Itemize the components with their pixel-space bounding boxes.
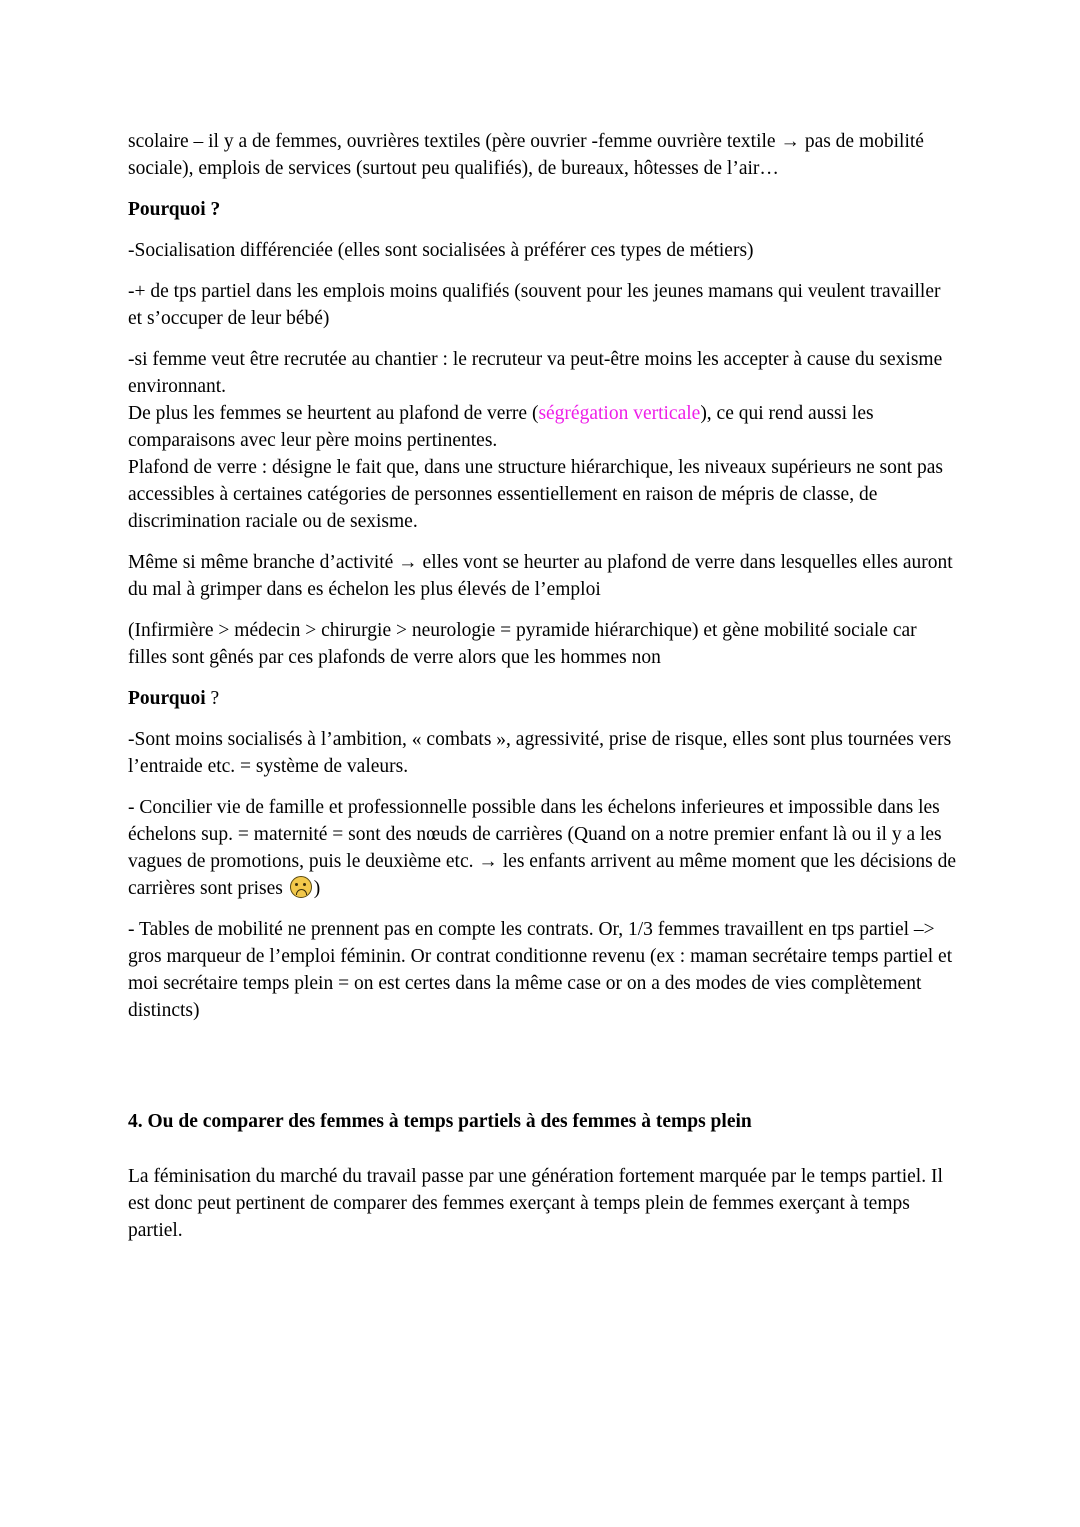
paragraph-scolaire: scolaire – il y a de femmes, ouvrières textiles (père ouvrier -femme ouvrière textile → pas de mobilité sociale), emplois de services (surtout peu qualifiés), de bureaux, hôtesses de l’air… (128, 131, 924, 179)
heading-pourquoi-2 (128, 685, 958, 712)
paragraph-pyramide: (Infirmière > médecin > chirurgie > neurologie = pyramide hiérarchique) et gène mobilité sociale car filles sont gênés par ces plafonds de verre alors que les hommes non (128, 620, 917, 668)
paragraph-feminisation: La féminisation du marché du travail passe par une génération fortement marquée par le temps partiel. Il est donc peut pertinent de comparer des femmes exerçant à temps plein de femmes exerçant à temps partiel. (128, 1166, 943, 1241)
text-plafond-after: ), ce qui rend aussi les comparaisons avec leur père moins pertinentes. (128, 403, 874, 451)
paragraph-ambition: -Sont moins socialisés à l’ambition, « combats », agressivité, prise de risque, elles sont plus tournées vers l’entraide etc. = système de valeurs. (128, 729, 952, 777)
section-4-title: 4. Ou de comparer des femmes à temps partiels à des femmes à temps plein (128, 1111, 752, 1132)
paragraph-socialisation: -Socialisation différenciée (elles sont socialisées à préférer ces types de métiers) (128, 240, 754, 261)
heading-pourquoi-2-bold: Pourquoi (128, 688, 206, 709)
paragraph-concilier (128, 794, 958, 902)
text-chantier: -si femme veut être recrutée au chantier : le recruteur va peut-être moins les accepter à cause du sexisme environnant. (128, 349, 943, 397)
paragraph-tables-mobilite: - Tables de mobilité ne prennent pas en compte les contrats. Or, 1/3 femmes travaillent en tps partiel –> gros marqueur de l’emploi féminin. Or contrat conditionne revenu (ex : maman secrétaire temps partiel et moi secrétaire temps plein = on est certes dans la même case or on a des modes de vies complètement distincts) (128, 919, 953, 1021)
spacer (128, 1038, 958, 1108)
sad-face-icon (290, 876, 312, 898)
heading-pourquoi-2-mark: ? (205, 688, 220, 709)
text-concilier-end: ) (313, 878, 321, 899)
paragraph-chantier (128, 346, 958, 535)
text-plafond-intro: De plus les femmes se heurtent au plafond de verre ( (128, 403, 539, 424)
heading-pourquoi-1: Pourquoi ? (128, 199, 221, 220)
document-page (128, 128, 958, 1258)
paragraph-temps-partiel: -+ de tps partiel dans les emplois moins qualifiés (souvent pour les jeunes mamans qui veulent travailler et s’occuper de leur bébé) (128, 281, 941, 329)
highlight-segregation-verticale: ségrégation verticale (538, 403, 701, 424)
text-plafond-definition: Plafond de verre : désigne le fait que, dans une structure hiérarchique, les niveaux supérieurs ne sont pas accessibles à certaines catégories de personnes essentiellement en raison de mépris de classe, de discrimination raciale ou de sexisme. (128, 457, 943, 532)
text-concilier: - Concilier vie de famille et professionnelle possible dans les échelons inferieures et impossible dans les échelons sup. = maternité = sont des nœuds de carrières (Quand on a notre premier enfant là ou il y a les vagues de promotions, puis le deuxième etc. → les enfants arrivent au même moment que les décisions de carrières sont prises (128, 797, 956, 899)
paragraph-meme-branche: Même si même branche d’activité → elles vont se heurter au plafond de verre dans lesquelles elles auront du mal à grimper dans es échelon les plus élevés de l’emploi (128, 552, 953, 600)
